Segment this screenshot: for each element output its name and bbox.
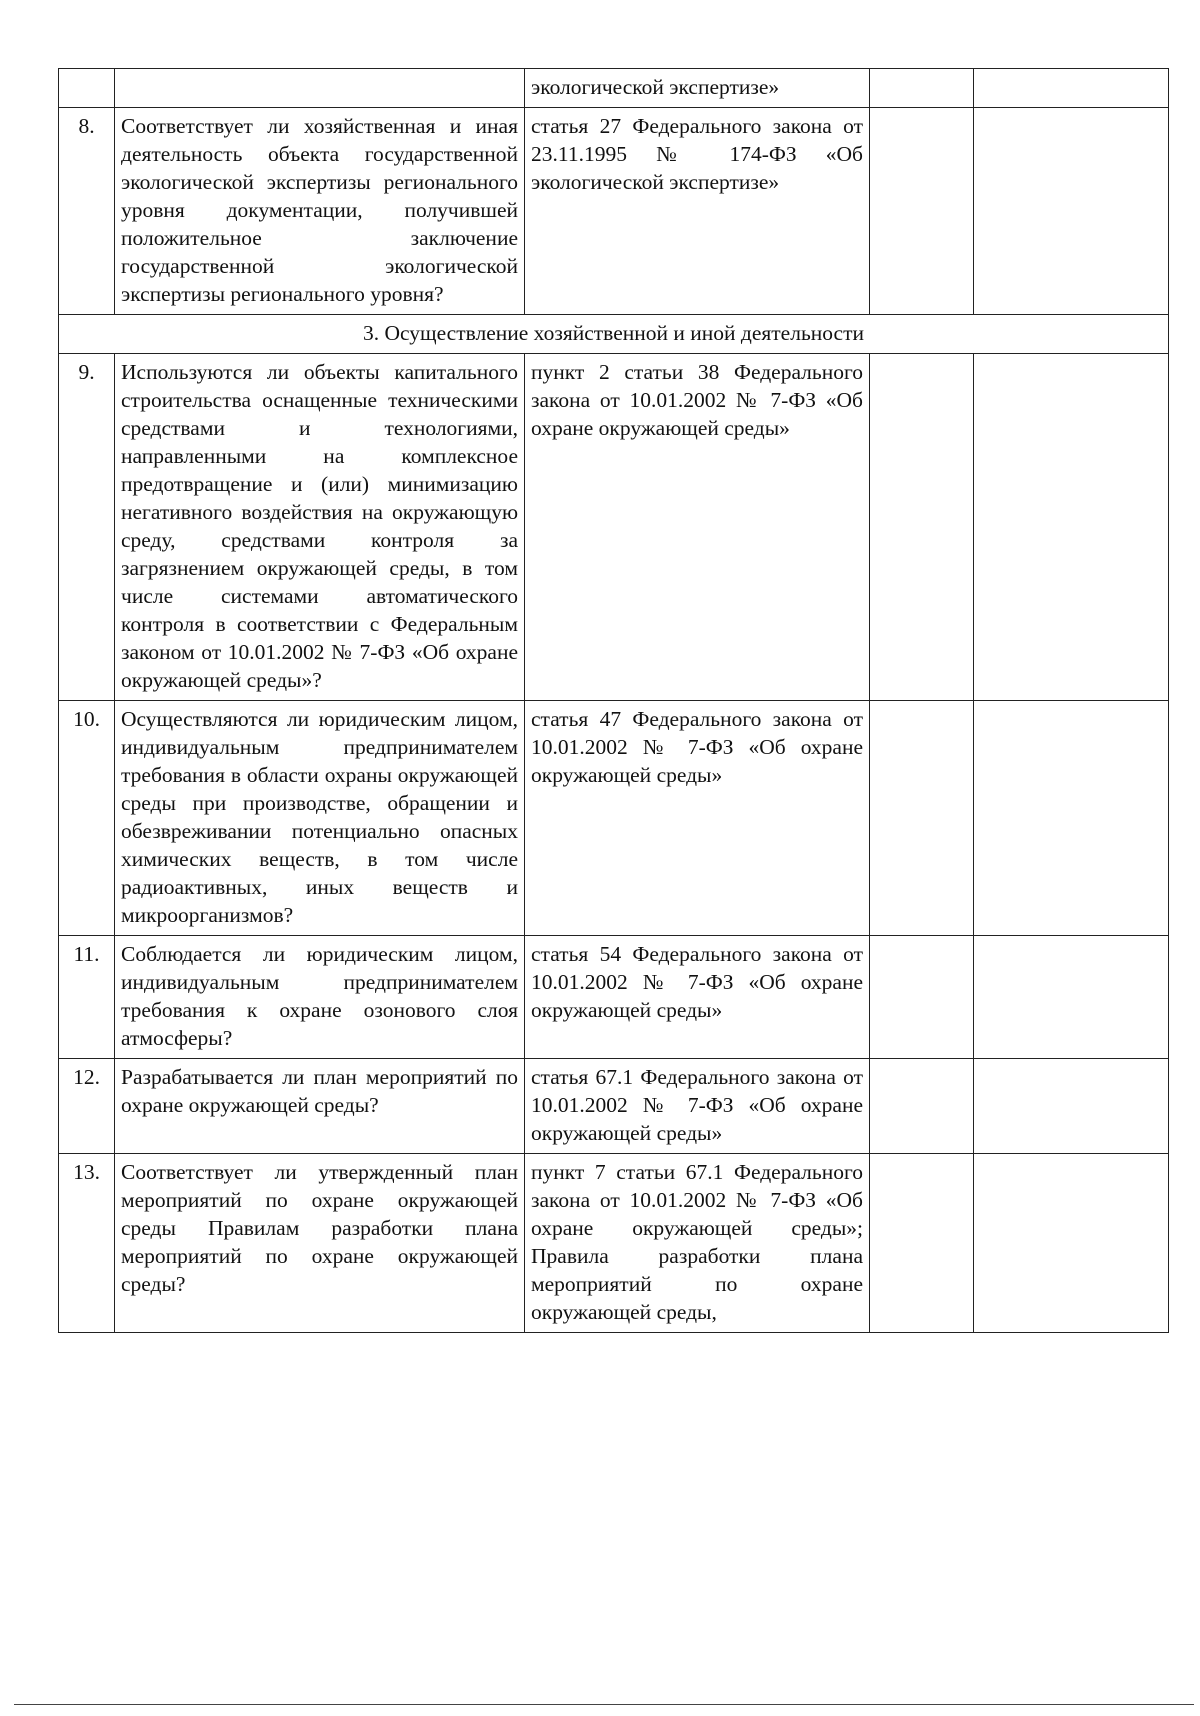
page-bottom-rule — [14, 1704, 1194, 1705]
question-cell: Используются ли объекты капитального строительства оснащенные техническими средствами и технологиями, направленными на комплексное предотвращение и (или) минимизацию негативного воздействия на окружающую среду, средствами контроля за загрязнением окружающей среды, в том числе системами автоматического контроля в соответствии с Федеральным законом от 10.01.2002 № 7-ФЗ «Об охране окружающей среды»? — [115, 354, 525, 701]
blank-cell — [974, 701, 1169, 936]
blank-cell — [870, 108, 974, 315]
legal-reference-cell: пункт 2 статьи 38 Федерального закона от 10.01.2002 № 7-ФЗ «Об охране окружающей среды» — [525, 354, 870, 701]
row-number: 8. — [59, 108, 115, 315]
table-row — [59, 1154, 1169, 1333]
table-body — [59, 69, 1169, 1333]
question-cell: Разрабатывается ли план мероприятий по охране окружающей среды? — [115, 1059, 525, 1154]
question-cell: Соответствует ли утвержденный план мероприятий по охране окружающей среды Правилам разработки плана мероприятий по охране окружающей среды? — [115, 1154, 525, 1333]
legal-reference-cell: экологической экспертизе» — [525, 69, 870, 108]
blank-cell — [870, 936, 974, 1059]
question-cell: Соответствует ли хозяйственная и иная деятельность объекта государственной экологической экспертизы регионального уровня документации, получившей положительное заключение государственной экологической экспертизы регионального уровня? — [115, 108, 525, 315]
legal-reference-cell: статья 67.1 Федерального закона от 10.01.2002 № 7-ФЗ «Об охране окружающей среды» — [525, 1059, 870, 1154]
row-number: 12. — [59, 1059, 115, 1154]
blank-cell — [870, 1059, 974, 1154]
requirements-table — [58, 68, 1169, 1333]
table-row — [59, 1059, 1169, 1154]
row-number: 9. — [59, 354, 115, 701]
question-cell: Соблюдается ли юридическим лицом, индивидуальным предпринимателем требования к охране озонового слоя атмосферы? — [115, 936, 525, 1059]
blank-cell — [974, 354, 1169, 701]
section-header-row — [59, 315, 1169, 354]
question-cell: Осуществляются ли юридическим лицом, индивидуальным предпринимателем требования в области охраны окружающей среды при производстве, обращении и обезвреживании потенциально опасных химических веществ, в том числе радиоактивных, иных веществ и микроорганизмов? — [115, 701, 525, 936]
blank-cell — [870, 701, 974, 936]
legal-reference-cell: статья 47 Федерального закона от 10.01.2002 № 7-ФЗ «Об охране окружающей среды» — [525, 701, 870, 936]
table-row — [59, 354, 1169, 701]
row-number: 13. — [59, 1154, 115, 1333]
blank-cell — [974, 108, 1169, 315]
legal-reference-cell: пункт 7 статьи 67.1 Федерального закона от 10.01.2002 № 7-ФЗ «Об охране окружающей среды»; Правила разработки плана мероприятий по охране окружающей среды, — [525, 1154, 870, 1333]
table-row — [59, 108, 1169, 315]
blank-cell — [974, 1154, 1169, 1333]
blank-cell — [870, 1154, 974, 1333]
blank-cell — [974, 936, 1169, 1059]
blank-cell — [870, 69, 974, 108]
row-number — [59, 69, 115, 108]
legal-reference-cell: статья 54 Федерального закона от 10.01.2002 № 7-ФЗ «Об охране окружающей среды» — [525, 936, 870, 1059]
question-cell — [115, 69, 525, 108]
row-number: 11. — [59, 936, 115, 1059]
legal-reference-cell: статья 27 Федерального закона от 23.11.1995 № 174-ФЗ «Об экологической экспертизе» — [525, 108, 870, 315]
table-row — [59, 701, 1169, 936]
table-row — [59, 936, 1169, 1059]
blank-cell — [870, 354, 974, 701]
table-row — [59, 69, 1169, 108]
blank-cell — [974, 1059, 1169, 1154]
section-title: 3. Осуществление хозяйственной и иной деятельности — [59, 315, 1169, 354]
blank-cell — [974, 69, 1169, 108]
row-number: 10. — [59, 701, 115, 936]
